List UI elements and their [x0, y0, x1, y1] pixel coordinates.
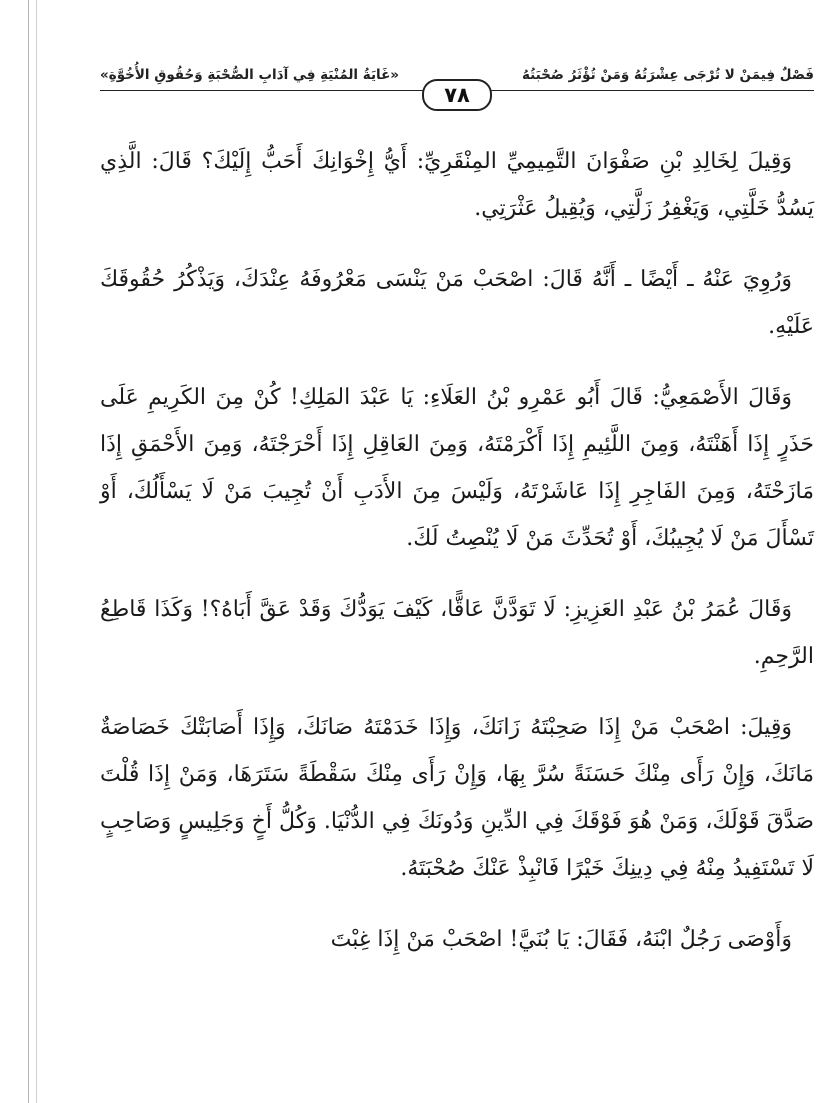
chapter-title: فَصْلٌ فِيمَنْ لا تُرْجَى عِشْرَتُهُ وَمَنْ تُؤْثَرُ صُحْبَتُهُ [521, 67, 814, 83]
page-number-badge [422, 79, 492, 111]
paragraph: وَرُوِيَ عَنْهُ ـ أَيْضًا ـ أَنَّهُ قَالَ: اصْحَبْ مَنْ يَنْسَى مَعْرُوفَهُ عِنْدَكَ، وَيَذْكُرُ حُقُوقَكَ عَلَيْهِ. [100, 267, 814, 339]
paragraph: وَقِيلَ: اصْحَبْ مَنْ إِذَا صَحِبْتَهُ زَانَكَ، وَإِذَا خَدَمْتَهُ صَانَكَ، وَإِذَا أَصَابَتْكَ خَصَاصَةٌ مَانَكَ، وَإِنْ رَأَى مِنْكَ حَسَنَةً سُرَّ بِهَا، وَإِنْ رَأَى مِنْكَ سَقْطَةً سَتَرَهَا، وَمَنْ إِذَا قُلْتَ صَدَّقَ قَوْلَكَ، وَمَنْ هُوَ فَوْقَكَ فِي الدِّينِ وَدُونَكَ فِي الدُّنْيَا. وَكُلُّ أَخٍ وَجَلِيسٍ وَصَاحِبٍ لَا تَسْتَفِيدُ مِنْهُ فِي دِينِكَ خَيْرًا فَانْبِذْ عَنْكَ صُحْبَتَهُ. [100, 715, 814, 881]
body-text [100, 138, 814, 987]
binding-edge-line-inner [36, 0, 37, 1103]
paragraph: وَقَالَ عُمَرُ بْنُ عَبْدِ العَزِيزِ: لَا تَوَدَّنَّ عَاقًّا، كَيْفَ يَوَدُّكَ وَقَدْ عَقَّ أَبَاهُ؟! وَكَذَا قَاطِعُ الرَّحِمِ. [100, 597, 814, 669]
page-number: ٧٨ [444, 82, 470, 107]
paragraph: وَقِيلَ لِخَالِدِ بْنِ صَفْوَانَ التَّمِيمِيِّ المِنْقَرِيِّ: أَيُّ إِخْوَانِكَ أَحَبُّ إِلَيْكَ؟ قَالَ: الَّذِي يَسُدُّ خَلَّتِي، وَيَغْفِرُ زَلَّتِي، وَيُقِيلُ عَثْرَتِي. [100, 149, 814, 221]
book-page [100, 30, 814, 1090]
binding-edge-line [28, 0, 29, 1103]
paragraph: وَأَوْصَى رَجُلٌ ابْنَهُ، فَقَالَ: يَا بُنَيَّ! اصْحَبْ مَنْ إِذَا غِبْتَ [330, 927, 792, 952]
paragraph: وَقَالَ الأَصْمَعِيُّ: قَالَ أَبُو عَمْرِو بْنُ العَلَاءِ: يَا عَبْدَ المَلِكِ! كُنْ مِنَ الكَرِيمِ عَلَى حَذَرٍ إِذَا أَهَنْتَهُ، وَمِنَ اللَّئِيمِ إِذَا أَكْرَمْتَهُ، وَمِنَ العَاقِلِ إِذَا أَحْرَجْتَهُ، وَمِنَ الأَحْمَقِ إِذَا مَازَحْتَهُ، وَمِنَ الفَاجِرِ إِذَا عَاشَرْتَهُ، وَلَيْسَ مِنَ الأَدَبِ أَنْ تُجِيبَ مَنْ لَا يَسْأَلُكَ، أَوْ تَسْأَلَ مَنْ لَا يُجِيبُكَ، أَوْ تُحَدِّثَ مَنْ لَا يُنْصِتُ لَكَ. [100, 385, 815, 551]
book-title: «غَايَةُ المُنْيَةِ فِي آدَابِ الصُّحْبَةِ وَحُقُوقِ الأُخُوَّةِ» [100, 67, 400, 83]
